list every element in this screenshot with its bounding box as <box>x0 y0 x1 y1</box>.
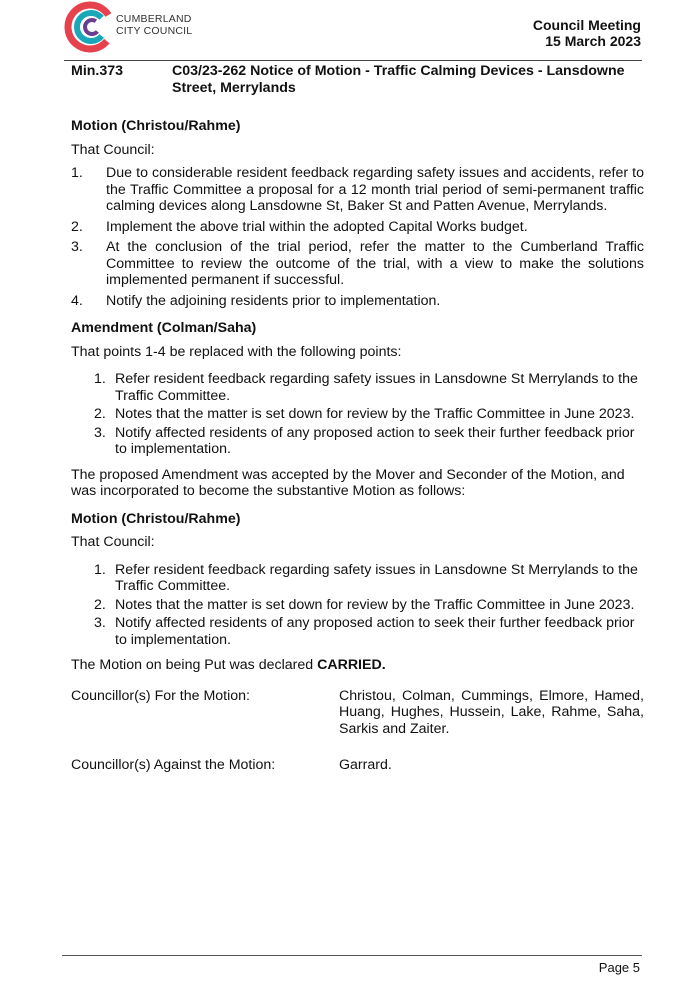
list-item: 2. Notes that the matter is set down for review by the Traffic Committee in June 2023. <box>94 406 635 422</box>
list-item: 3. At the conclusion of the trial period, refer the matter to the Cumberland Traffic Committee to review the outcome of the trial, with a view to make the solutions implemented permanent if successful. <box>71 239 644 288</box>
meeting-date: 15 March 2023 <box>545 33 641 49</box>
logo-line2: CITY COUNCIL <box>116 25 193 37</box>
substantive-motion-intro: That Council: <box>71 534 155 550</box>
votes-against-label: Councillor(s) Against the Motion: <box>71 757 276 773</box>
document-body <box>71 118 644 774</box>
motion-list <box>71 165 644 309</box>
amendment-accepted-text: The proposed Amendment was accepted by the Mover and Seconder of the Motion, and was incorporated to become the substantive Motion as follows: <box>71 466 625 499</box>
header-divider <box>64 60 642 61</box>
amendment-heading: Amendment (Colman/Saha) <box>71 320 257 336</box>
substantive-motion-heading: Motion (Christou/Rahme) <box>71 510 241 527</box>
result-status: CARRIED. <box>317 657 386 673</box>
list-item: 2. Notes that the matter is set down for review by the Traffic Committee in June 2023. <box>94 596 635 613</box>
list-item: 4. Notify the adjoining residents prior to implementation. <box>71 292 441 309</box>
motion-intro: That Council: <box>71 141 155 158</box>
motion-heading: Motion (Christou/Rahme) <box>71 118 241 134</box>
footer-divider <box>62 955 642 956</box>
substantive-motion-list <box>71 562 644 649</box>
list-item: 1. Refer resident feedback regarding safety issues in Lansdowne St Merrylands to the Traffic Committee. <box>94 561 638 594</box>
motion-result: The Motion on being Put was declared CARRIED. <box>71 657 386 673</box>
list-item: 1. Due to considerable resident feedback regarding safety issues and accidents, refer to the Traffic Committee a proposal for a 12 month trial period of semi-permanent traffic calming devices along Lansdowne St, Baker St and Patten Avenue, Merrylands. <box>71 165 644 214</box>
list-item: 1. Refer resident feedback regarding safety issues in Lansdowne St Merrylands to the Traffic Committee. <box>94 371 638 404</box>
council-logo-icon <box>64 0 116 54</box>
votes-against-value: Garrard. <box>339 757 392 773</box>
meeting-header <box>533 17 641 49</box>
logo-text <box>116 13 192 37</box>
votes-for-label: Councillor(s) For the Motion: <box>71 687 250 704</box>
list-item: 3. Notify affected residents of any proposed action to seek their further feedback prior to implementation. <box>94 615 635 648</box>
minute-title: C03/23-262 Notice of Motion - Traffic Calming Devices - Lansdowne Street, Merrylands <box>172 63 625 96</box>
logo-line1: CUMBERLAND <box>116 13 192 25</box>
page-number: Page 5 <box>598 960 640 975</box>
amendment-list <box>71 371 644 458</box>
list-item: 2. Implement the above trial within the adopted Capital Works budget. <box>71 218 528 235</box>
minute-number: Min.373 <box>71 63 124 79</box>
votes-for <box>71 688 644 738</box>
list-item: 3. Notify affected residents of any proposed action to seek their further feedback prior to implementation. <box>94 424 635 457</box>
meeting-title: Council Meeting <box>532 17 641 33</box>
votes-for-value: Christou, Colman, Cummings, Elmore, Hamed, Huang, Hughes, Hussein, Lake, Rahme, Saha, Sarkis and Zaiter. <box>339 687 644 737</box>
votes-against <box>71 757 644 774</box>
amendment-intro: That points 1-4 be replaced with the following points: <box>71 343 402 360</box>
